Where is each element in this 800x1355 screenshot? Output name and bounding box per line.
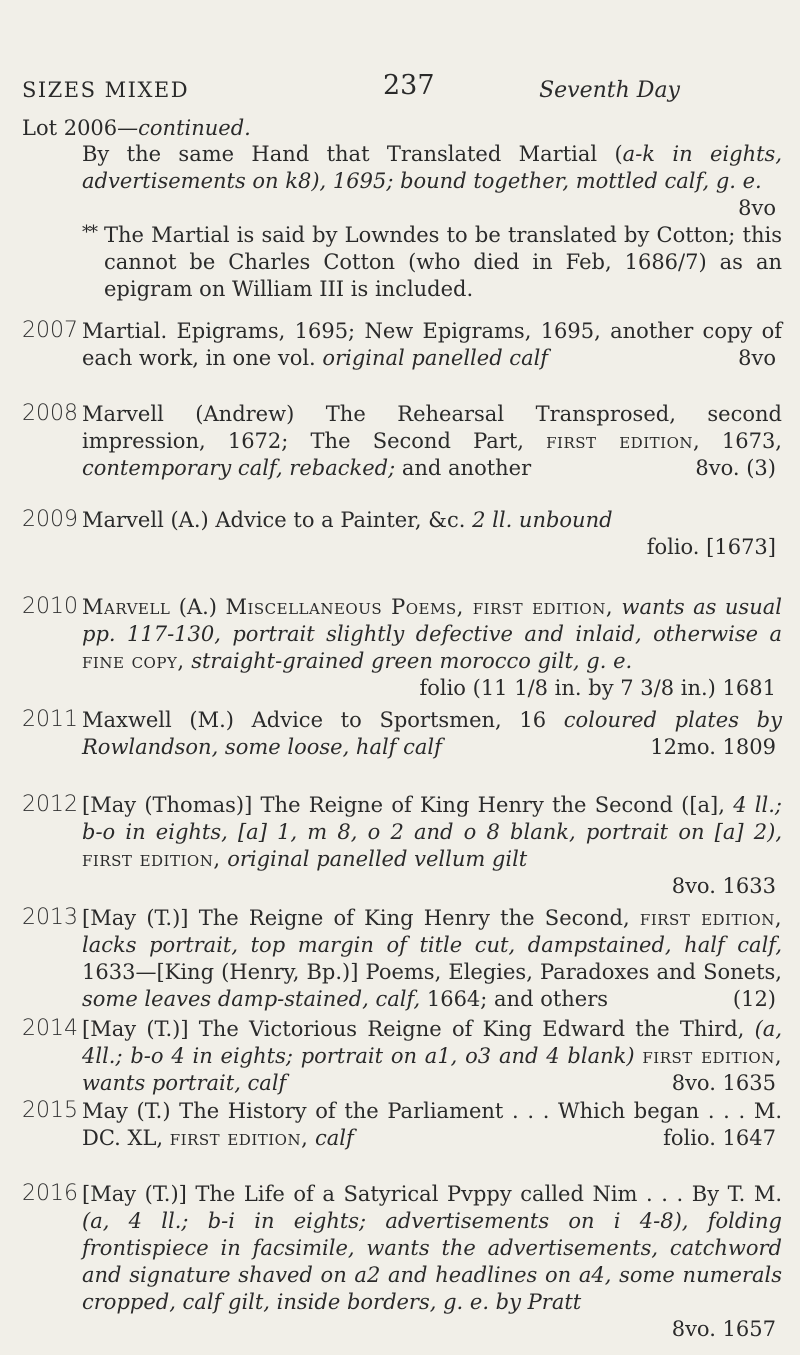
entry-binding: some leaves damp-stained, calf,: [82, 987, 421, 1011]
entry-format: folio. 1647: [663, 1126, 776, 1150]
entry-format: folio. [1673]: [646, 535, 776, 559]
page-number: 237: [383, 70, 435, 101]
entry-title: Miscellaneous Poems, first edition,: [225, 595, 614, 619]
page-header: [0, 70, 800, 108]
lot-number: 2008: [22, 401, 78, 426]
entry-text-3: 1664; and others: [426, 987, 609, 1011]
lot-heading-prefix: Lot 2006: [22, 116, 118, 140]
entry-format: 8vo: [738, 346, 776, 370]
lot-number: 2007: [22, 318, 78, 343]
header-section-title: SIZES MIXED: [22, 78, 190, 102]
entry-format: 8vo. (3): [695, 456, 776, 480]
entry-body: [82, 507, 782, 561]
entry-text: Marvell (Andrew) The Rehearsal Transprosed, second impression, 1672; The Second Part,: [82, 402, 782, 453]
entry-text: [May (T.)] The Life of a Satyrical Pvppy called Nim . . . By T. M.: [82, 1182, 782, 1206]
note-text: The Martial is said by Lowndes to be translated by Cotton; this cannot be Charles Cotton (who died in Feb, 1686/7) as an epigram on William III is included.: [104, 223, 782, 301]
entry-format: 8vo. 1657: [671, 1317, 776, 1341]
entry-text: [May (T.)] The Victorious Reigne of King Edward the Third,: [82, 1017, 745, 1041]
entry-binding: coloured plates by Rowlandson, some loose, half calf: [82, 708, 782, 759]
entry-text: [May (T.)] The Reigne of King Henry the Second,: [82, 906, 630, 930]
entry-text: [May (Thomas)] The Reigne of King Henry the Second ([a],: [82, 793, 725, 817]
entry-body: [82, 707, 782, 761]
entry-text-2: , 1673,: [693, 429, 782, 453]
entry-format: (12): [732, 987, 776, 1011]
entry-body: [82, 1098, 782, 1152]
entry-format: 8vo: [738, 196, 776, 220]
entry-edition: first edition,: [639, 906, 782, 930]
entry-text: May (T.) The History of the Parliament . . . Which began . . . M. DC. XL,: [82, 1099, 782, 1150]
entry-body: [82, 594, 782, 702]
entry-edition: first edition,: [169, 1126, 309, 1150]
entry-text: By the same Hand that Translated Martial (: [82, 142, 623, 166]
lot-number: 2012: [22, 792, 78, 817]
entry-collation: 4 ll.; b-o in eights, [a] 1, m 8, o 2 and o 8 blank, portrait on [a] 2),: [82, 793, 782, 844]
lot-number: 2010: [22, 594, 78, 619]
lot-number: 2014: [22, 1016, 78, 1041]
entry-collation: (a, 4 ll.; b-i in eights; advertisements on i 4-8), folding frontispiece in facsimile, wants the advertisements, catchword and signature shaved on a2 and headlines on a4, some numerals cropped, calf gilt, inside borders, g. e. by Pratt: [82, 1209, 782, 1314]
entry-edition: first edition: [546, 429, 693, 453]
lot-2006-note: [22, 222, 792, 307]
entry-format: 12mo. 1809: [650, 735, 776, 759]
entry-binding: contemporary calf, rebacked;: [82, 456, 396, 480]
entry-body: [82, 318, 782, 372]
note-asterisks: **: [82, 222, 96, 243]
entry-text: Marvell (A.) Advice to a Painter, &c.: [82, 508, 466, 532]
entry-binding: wants portrait, calf: [82, 1071, 287, 1095]
entry-binding: original panelled calf: [322, 346, 549, 370]
entry-collation: (a, 4ll.; b-o 4 in eights; portrait on a1, o3 and 4 blank): [82, 1017, 782, 1068]
entry-condition: wants as usual pp. 117-130, portrait slightly defective and inlaid, otherwise a: [82, 595, 782, 646]
entry-format: 8vo. 1633: [671, 874, 776, 898]
lot-number: 2013: [22, 905, 78, 930]
entry-format: folio (11 1/8 in. by 7 3/8 in.) 1681: [419, 676, 776, 700]
entry-body: [82, 792, 782, 900]
entry-binding: 2 ll. unbound: [472, 508, 613, 532]
entry-collation: a-k in eights, advertisements on k8), 1695; bound together, mottled calf, g. e.: [82, 142, 782, 193]
entry-body: [82, 401, 782, 482]
entry-text: Martial. Epigrams, 1695; New Epigrams, 1695, another copy of each work, in one vol.: [82, 319, 782, 370]
lot-number: 2011: [22, 707, 78, 732]
entry-binding: straight-grained green morocco gilt, g. e.: [191, 649, 633, 673]
entry-body: [82, 1181, 782, 1343]
entry-body: [82, 1016, 782, 1097]
lot-number: 2009: [22, 507, 78, 532]
entry-quality: fine copy,: [82, 649, 185, 673]
entry-author: Marvell: [82, 595, 171, 619]
entry-text: Maxwell (M.) Advice to Sportsmen, 16: [82, 708, 547, 732]
entry-text: (A.): [178, 595, 217, 619]
lot-number: 2015: [22, 1098, 78, 1123]
entry-edition: first edition,: [82, 847, 221, 871]
entry-condition: lacks portrait, top margin of title cut, dampstained, half calf,: [82, 933, 782, 957]
entry-binding: original panelled vellum gilt: [227, 847, 528, 871]
entry-body: [82, 141, 782, 222]
lot-number: 2016: [22, 1181, 78, 1206]
header-day: Seventh Day: [539, 78, 680, 103]
entry-text-3: and another: [401, 456, 532, 480]
entry-edition: first edition,: [642, 1044, 782, 1068]
entry-binding: calf: [314, 1126, 354, 1150]
lot-heading-continued: —continued.: [117, 116, 251, 140]
entry-text-2: 1633—[King (Henry, Bp.)] Poems, Elegies, Paradoxes and Sonets,: [82, 960, 782, 984]
lot-heading: [22, 116, 251, 140]
lot-2006-continuation: [22, 141, 792, 231]
entry-format: 8vo. 1635: [671, 1071, 776, 1095]
entry-body: [82, 905, 782, 1013]
